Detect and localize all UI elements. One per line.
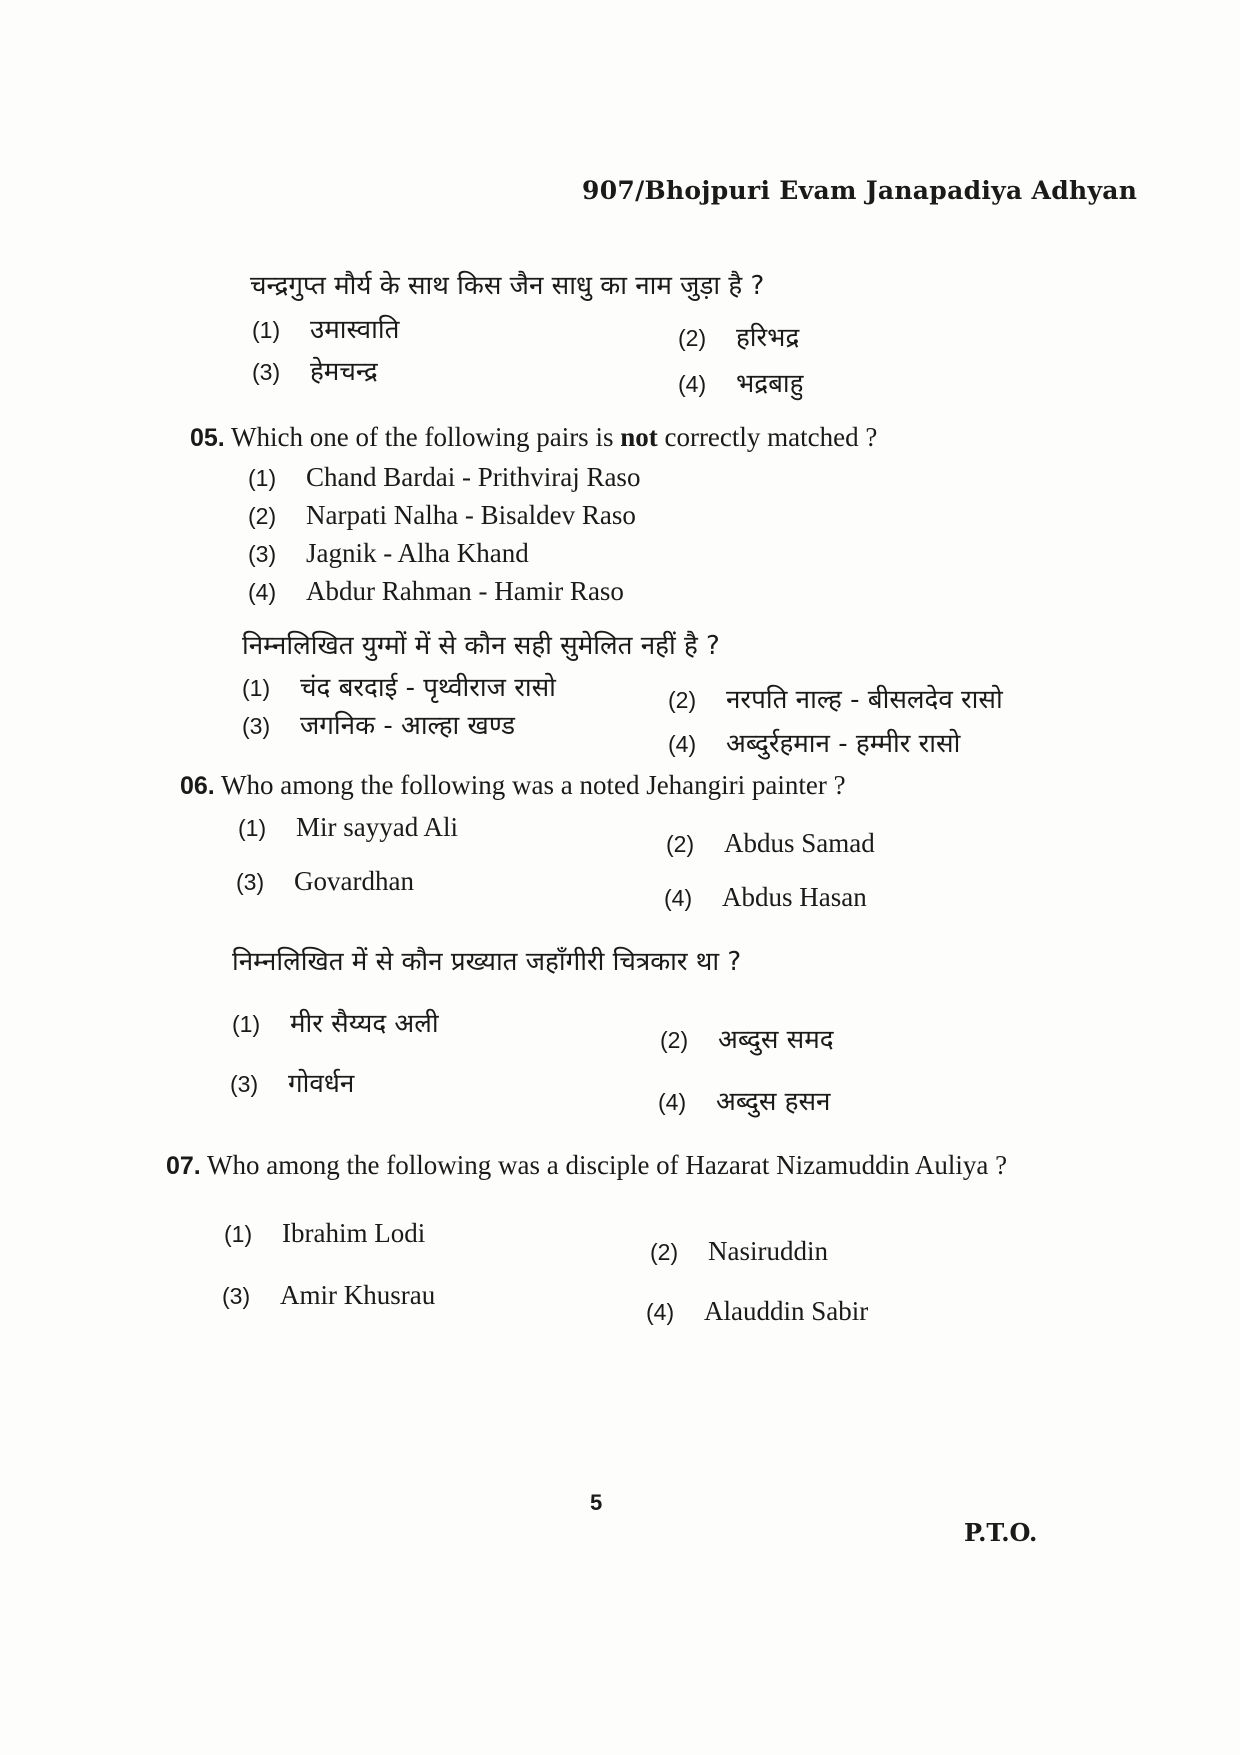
option-text: अब्दुस हसन	[716, 1087, 831, 1117]
q05-option-4	[248, 576, 624, 607]
option-text: Nasiruddin	[708, 1236, 828, 1266]
question-number: 06.	[180, 772, 215, 800]
q05-hindi-option-1	[242, 668, 556, 704]
q06-option-2	[666, 828, 875, 859]
q06-stem	[180, 770, 846, 801]
option-text: मीर सैय्यद अली	[290, 1009, 439, 1039]
option-text: Chand Bardai - Prithviraj Raso	[306, 462, 641, 492]
option-number: (1)	[238, 815, 267, 841]
q05-hindi-option-3	[242, 706, 515, 742]
q06-hindi-option-4	[658, 1082, 830, 1118]
q05-stem	[190, 422, 877, 453]
q06-option-3	[236, 866, 414, 897]
question-number: 07.	[166, 1152, 201, 1180]
q04-hindi-option-2	[678, 318, 799, 354]
option-text: अब्दुर्रहमान - हम्मीर रासो	[726, 729, 961, 759]
option-text: Abdus Hasan	[722, 882, 867, 912]
option-text: Govardhan	[294, 866, 414, 896]
option-number: (3)	[222, 1283, 251, 1309]
option-text: Abdur Rahman - Hamir Raso	[306, 576, 624, 606]
option-text: Mir sayyad Ali	[296, 812, 458, 842]
option-number: (2)	[668, 687, 697, 713]
option-number: (3)	[252, 359, 281, 385]
option-text: हेमचन्द्र	[310, 357, 378, 387]
option-number: (2)	[666, 831, 695, 857]
option-number: (1)	[224, 1221, 253, 1247]
option-text: चंद बरदाई - पृथ्वीराज रासो	[300, 673, 556, 703]
option-text: Jagnik - Alha Khand	[306, 538, 529, 568]
option-text: उमास्वाति	[310, 315, 400, 345]
q07-option-3	[222, 1280, 435, 1311]
q07-option-4	[646, 1296, 868, 1327]
option-number: (4)	[678, 371, 707, 397]
q06-option-1	[238, 812, 458, 843]
option-text: Narpati Nalha - Bisaldev Raso	[306, 500, 636, 530]
option-number: (3)	[242, 713, 271, 739]
q04-hindi-option-4	[678, 364, 803, 400]
q06-hindi-option-1	[232, 1004, 439, 1040]
option-text: गोवर्धन	[288, 1069, 355, 1099]
please-turn-over: P.T.O.	[964, 1518, 1038, 1547]
question-number: 05.	[190, 424, 225, 452]
paper-header: 907/Bhojpuri Evam Janapadiya Adhyan	[582, 176, 1138, 205]
q05-stem-part: Which one of the following pairs is	[231, 422, 621, 452]
option-number: (3)	[230, 1071, 259, 1097]
q04-hindi-option-3	[252, 352, 378, 388]
option-text: Amir Khusrau	[280, 1280, 436, 1310]
option-text: Alauddin Sabir	[704, 1296, 869, 1326]
option-number: (4)	[658, 1089, 687, 1115]
option-number: (1)	[248, 465, 277, 491]
q06-hindi-option-3	[230, 1064, 354, 1100]
page-number: 5	[590, 1490, 603, 1515]
option-number: (4)	[646, 1299, 675, 1325]
q06-stem-text: Who among the following was a noted Jehangiri painter ?	[221, 770, 846, 800]
option-text: हरिभद्र	[736, 323, 800, 353]
q06-hindi-stem: निम्नलिखित में से कौन प्रख्यात जहाँगीरी चित्रकार था ?	[232, 947, 742, 977]
q05-option-3	[248, 538, 529, 569]
option-number: (4)	[664, 885, 693, 911]
q05-hindi-stem: निम्नलिखित युग्मों में से कौन सही सुमेलित नहीं है ?	[242, 631, 720, 661]
option-number: (1)	[252, 317, 281, 343]
option-number: (1)	[232, 1011, 261, 1037]
option-number: (3)	[236, 869, 265, 895]
option-text: जगनिक - आल्हा खण्ड	[300, 711, 516, 741]
q07-stem	[166, 1150, 1007, 1181]
q07-option-2	[650, 1236, 828, 1267]
option-number: (4)	[668, 731, 697, 757]
q07-option-1	[224, 1218, 425, 1249]
option-number: (2)	[660, 1027, 689, 1053]
option-number: (3)	[248, 541, 277, 567]
q05-hindi-option-4	[668, 724, 960, 760]
option-number: (4)	[248, 579, 277, 605]
option-number: (2)	[248, 503, 277, 529]
q05-stem-part: correctly matched ?	[657, 422, 878, 452]
option-text: अब्दुस समद	[718, 1025, 834, 1055]
q04-hindi-stem: चन्द्रगुप्त मौर्य के साथ किस जैन साधु का नाम जुड़ा है ?	[250, 271, 765, 301]
option-number: (2)	[650, 1239, 679, 1265]
option-number: (2)	[678, 325, 707, 351]
option-number: (1)	[242, 675, 271, 701]
q05-hindi-option-2	[668, 680, 1003, 716]
q05-option-2	[248, 500, 636, 531]
q06-option-4	[664, 882, 867, 913]
option-text: नरपति नाल्ह - बीसलदेव रासो	[726, 685, 1003, 715]
option-text: Ibrahim Lodi	[282, 1218, 426, 1248]
q05-stem-emphasis: not	[620, 422, 658, 452]
q06-hindi-option-2	[660, 1020, 834, 1056]
option-text: Abdus Samad	[724, 828, 875, 858]
q04-hindi-option-1	[252, 310, 399, 346]
q07-stem-text: Who among the following was a disciple of Hazarat Nizamuddin Auliya ?	[207, 1150, 1008, 1180]
option-text: भद्रबाहु	[736, 369, 804, 399]
q05-option-1	[248, 462, 640, 493]
